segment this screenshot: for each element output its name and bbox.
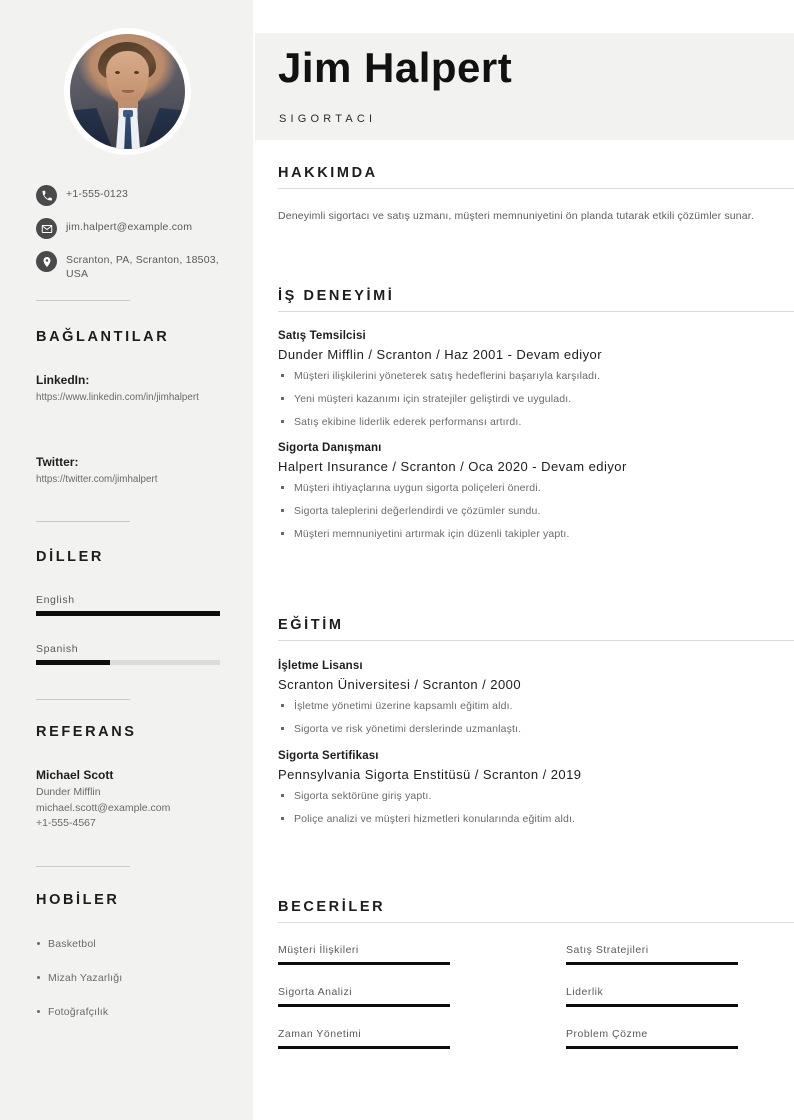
- experience-bullets: [278, 369, 794, 429]
- section-heading-links: BAĞLANTILAR: [36, 329, 170, 345]
- photo-suit-right: [142, 108, 185, 149]
- contact-list: [36, 185, 236, 293]
- education-bullets: [278, 789, 794, 826]
- list-item: Sigorta sektörüne giriş yaptı.: [278, 789, 794, 803]
- list-item: Mizah Yazarlığı: [37, 971, 237, 985]
- section-rule: [278, 640, 794, 641]
- section-rule: [278, 922, 794, 923]
- photo-eye-right: [134, 71, 139, 74]
- list-item: Müşteri ihtiyaçlarına uygun sigorta poliçeleri önerdi.: [278, 481, 794, 495]
- reference-phone: +1-555-4567: [36, 817, 96, 829]
- skill-item: [566, 944, 794, 965]
- contact-email-row: [36, 218, 236, 239]
- skill-name: Satış Stratejileri: [566, 944, 649, 956]
- contact-address-row: [36, 251, 236, 281]
- education-entry: [278, 750, 794, 826]
- experience-entry: [278, 442, 794, 541]
- skill-item: [566, 1028, 794, 1049]
- section-heading-about: HAKKIMDA: [278, 165, 378, 181]
- skill-bar: [278, 1004, 450, 1007]
- reference-email: michael.scott@example.com: [36, 801, 171, 814]
- sidebar: [0, 0, 253, 1120]
- avatar: [67, 31, 188, 152]
- skill-name: Sigorta Analizi: [278, 986, 353, 998]
- list-item: Sigorta taleplerini değerlendirdi ve çözümler sundu.: [278, 504, 794, 518]
- list-item: Müşteri memnuniyetini artırmak için düzenli takipler yaptı.: [278, 527, 794, 541]
- experience-title: Satış Temsilcisi: [278, 330, 366, 342]
- section-experience: [278, 288, 794, 550]
- skill-bar: [278, 1046, 450, 1049]
- education-title: İşletme Lisansı: [278, 660, 363, 672]
- link-url-twitter[interactable]: https://twitter.com/jimhalpert: [36, 474, 158, 485]
- education-subtitle: Scranton Üniversitesi / Scranton / 2000: [278, 677, 521, 692]
- photo-eye-left: [115, 71, 120, 74]
- sidebar-divider-1: [36, 300, 130, 301]
- experience-bullets: [278, 481, 794, 541]
- experience-subtitle: Dunder Mifflin / Scranton / Haz 2001 - Devam ediyor: [278, 347, 603, 362]
- sidebar-divider-3: [36, 699, 130, 700]
- education-title: Sigorta Sertifikası: [278, 750, 379, 762]
- language-item-english: [36, 594, 220, 616]
- section-heading-experience: İŞ DENEYİMİ: [278, 288, 395, 304]
- experience-title: Sigorta Danışmanı: [278, 442, 382, 454]
- link-label-twitter: Twitter:: [36, 455, 79, 469]
- reference-company: Dunder Mifflin: [36, 786, 101, 798]
- page-title: Jim Halpert: [278, 44, 513, 91]
- language-item-spanish: [36, 643, 220, 665]
- language-name-english: English: [36, 594, 75, 606]
- hobby-list: [37, 937, 237, 1039]
- list-item: Müşteri ilişkilerini yöneterek satış hedeflerini başarıyla karşıladı.: [278, 369, 794, 383]
- language-level-english: [36, 611, 220, 616]
- sidebar-divider-2: [36, 521, 130, 522]
- section-heading-education: EĞİTİM: [278, 617, 344, 633]
- education-bullets: [278, 699, 794, 736]
- skill-bar: [566, 1004, 738, 1007]
- link-label-linkedin: LinkedIn:: [36, 373, 90, 387]
- section-rule: [278, 311, 794, 312]
- photo-mouth: [122, 90, 134, 93]
- skills-grid: [278, 944, 794, 1070]
- link-item-twitter: [36, 455, 226, 487]
- list-item: Satış ekibine liderlik ederek performansı artırdı.: [278, 415, 794, 429]
- section-heading-languages: DİLLER: [36, 549, 104, 565]
- skill-name: Liderlik: [566, 986, 604, 998]
- skill-bar: [566, 962, 738, 965]
- job-role: SIGORTACI: [279, 113, 377, 125]
- location-pin-icon: [36, 251, 57, 272]
- education-entry: [278, 660, 794, 736]
- experience-subtitle: Halpert Insurance / Scranton / Oca 2020 - Devam ediyor: [278, 459, 627, 474]
- photo-face: [106, 51, 149, 105]
- phone-icon: [36, 185, 57, 206]
- section-heading-skills: BECERİLER: [278, 899, 386, 915]
- skill-item: [278, 944, 506, 965]
- section-education: [278, 617, 794, 835]
- section-heading-reference: REFERANS: [36, 724, 137, 740]
- section-about: [278, 165, 794, 224]
- language-level-spanish: [36, 660, 110, 665]
- sidebar-divider-4: [36, 866, 130, 867]
- language-track-spanish: [36, 660, 220, 665]
- skill-item: [278, 1028, 506, 1049]
- section-rule: [278, 188, 794, 189]
- list-item: Sigorta ve risk yönetimi derslerinde uzmanlaştı.: [278, 722, 794, 736]
- skill-name: Müşteri İlişkileri: [278, 944, 359, 956]
- link-url-linkedin[interactable]: https://www.linkedin.com/in/jimhalpert: [36, 392, 199, 403]
- photo-suit-left: [70, 108, 114, 149]
- experience-entry: [278, 330, 794, 429]
- skill-bar: [566, 1046, 738, 1049]
- language-name-spanish: Spanish: [36, 643, 79, 655]
- list-item: Fotoğrafçılık: [37, 1005, 237, 1019]
- contact-address: Scranton, PA, Scranton, 18503, USA: [66, 254, 219, 280]
- skill-name: Zaman Yönetimi: [278, 1028, 362, 1040]
- list-item: Poliçe analizi ve müşteri hizmetleri konularında eğitim aldı.: [278, 812, 794, 826]
- language-track-english: [36, 611, 220, 616]
- envelope-icon: [36, 218, 57, 239]
- section-heading-hobbies: HOBİLER: [36, 892, 120, 908]
- list-item: İşletme yönetimi üzerine kapsamlı eğitim aldı.: [278, 699, 794, 713]
- skill-item: [278, 986, 506, 1007]
- list-item: Yeni müşteri kazanımı için stratejiler geliştirdi ve uyguladı.: [278, 392, 794, 406]
- skill-name: Problem Çözme: [566, 1028, 648, 1040]
- skill-item: [566, 986, 794, 1007]
- about-text: Deneyimli sigortacı ve satış uzmanı, müşteri memnuniyetini ön planda tutarak etkili çözümler sunar.: [278, 210, 754, 222]
- skill-bar: [278, 962, 450, 965]
- section-skills: [278, 899, 794, 1070]
- link-item-linkedin: [36, 373, 226, 405]
- contact-phone-row: [36, 185, 236, 206]
- contact-email: jim.halpert@example.com: [66, 221, 193, 233]
- list-item: Basketbol: [37, 937, 237, 951]
- reference-name: Michael Scott: [36, 768, 114, 782]
- reference-card: [36, 768, 236, 832]
- profile-photo: [70, 34, 185, 149]
- education-subtitle: Pennsylvania Sigorta Enstitüsü / Scranton / 2019: [278, 767, 582, 782]
- contact-phone: +1-555-0123: [66, 188, 129, 200]
